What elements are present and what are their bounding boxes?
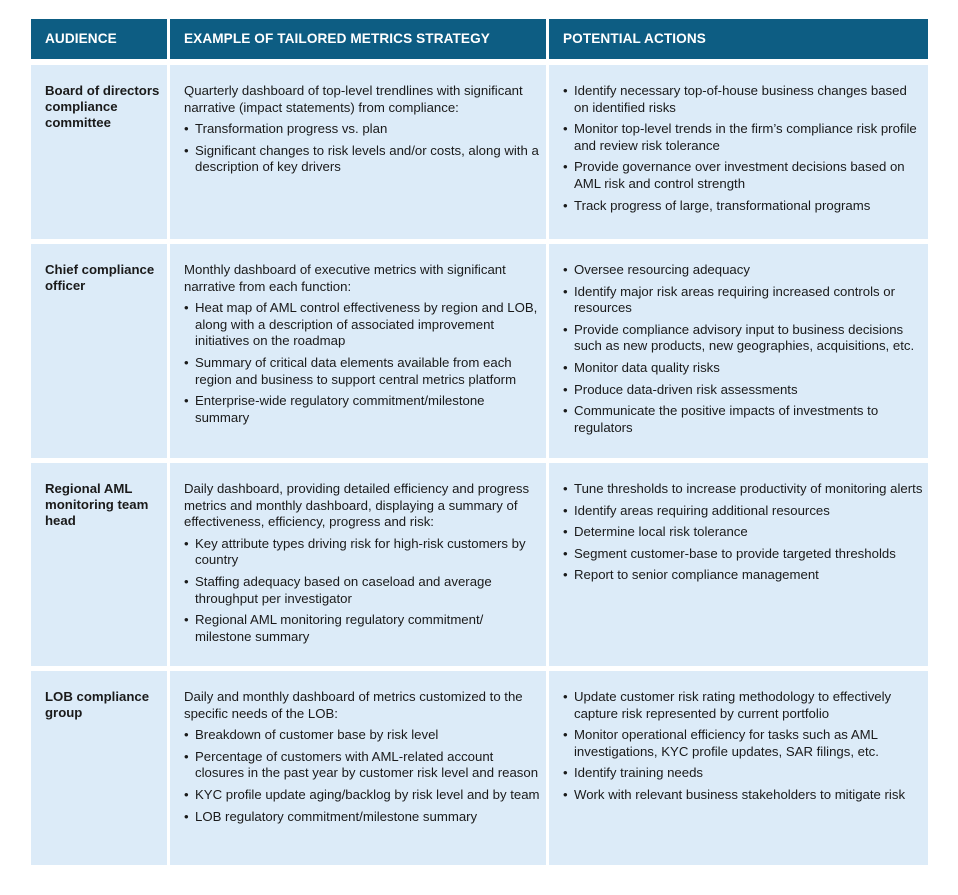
strategy-item: • LOB regulatory commitment/milestone summary [184,809,540,826]
action-item: • Monitor data quality risks [563,360,924,377]
action-item: • Segment customer-base to provide targeted thresholds [563,546,924,563]
audience-label: Regional AML monitoring team head [45,481,149,529]
strategy-item: • Enterprise-wide regulatory commitment/milestone summary [184,393,540,426]
action-item: • Communicate the positive impacts of investments to regulators [563,403,924,436]
audience-label: Chief compliance officer [45,262,155,294]
table-row [31,671,928,865]
audience-cell [31,463,167,666]
action-item: • Determine local risk tolerance [563,524,924,541]
header-actions: POTENTIAL ACTIONS [549,19,928,59]
action-item: • Oversee resourcing adequacy [563,262,924,279]
strategy-item: • KYC profile update aging/backlog by risk level and by team [184,787,540,804]
strategy-item: • Staffing adequacy based on caseload and average throughput per investigator [184,574,540,607]
strategy-item: • Regional AML monitoring regulatory commitment/ milestone summary [184,612,540,645]
action-item: • Identify necessary top-of-house business changes based on identified risks [563,83,924,116]
strategy-cell [170,671,546,865]
strategy-intro: Quarterly dashboard of top-level trendlines with significant narrative (impact statements) from compliance: [184,83,523,115]
strategy-item: • Transformation progress vs. plan [184,121,540,138]
action-item: • Update customer risk rating methodology to effectively capture risk represented by current portfolio [563,689,924,722]
audience-label: Board of directors compliance committee [45,83,160,131]
action-item: • Identify major risk areas requiring increased controls or resources [563,284,924,317]
strategy-intro: Daily dashboard, providing detailed efficiency and progress metrics and monthly dashboard, displaying a summary of effectiveness, efficiency, progress and risk: [184,481,530,530]
strategy-intro: Monthly dashboard of executive metrics with significant narrative from each function: [184,262,506,294]
table-row [31,244,928,458]
table-row [31,65,928,239]
action-item: • Monitor top-level trends in the firm’s compliance risk profile and review risk tolerance [563,121,924,154]
action-item: • Produce data-driven risk assessments [563,382,924,399]
audience-cell [31,244,167,458]
strategy-item: • Percentage of customers with AML-related account closures in the past year by customer risk level and reason [184,749,540,782]
action-item: • Provide compliance advisory input to business decisions such as new products, new geographies, acquisitions, etc. [563,322,924,355]
strategy-intro: Daily and monthly dashboard of metrics customized to the specific needs of the LOB: [184,689,523,721]
strategy-cell [170,65,546,239]
header-audience: AUDIENCE [31,19,167,59]
header-strategy: EXAMPLE OF TAILORED METRICS STRATEGY [170,19,546,59]
action-item: • Tune thresholds to increase productivity of monitoring alerts [563,481,924,498]
action-item: • Work with relevant business stakeholders to mitigate risk [563,787,924,804]
strategy-cell [170,463,546,666]
strategy-item: • Key attribute types driving risk for high-risk customers by country [184,536,540,569]
actions-cell [549,671,928,865]
audience-cell [31,671,167,865]
action-item: • Report to senior compliance management [563,567,924,584]
strategy-item: • Heat map of AML control effectiveness by region and LOB, along with a description of associated improvement initiatives on the roadmap [184,300,540,350]
strategy-item: • Summary of critical data elements available from each region and business to support central metrics platform [184,355,540,388]
action-item: • Track progress of large, transformational programs [563,198,924,215]
audience-label: LOB compliance group [45,689,150,721]
action-item: • Provide governance over investment decisions based on AML risk and control strength [563,159,924,192]
audience-cell [31,65,167,239]
metrics-table [31,19,928,870]
action-item: • Identify training needs [563,765,924,782]
action-item: • Identify areas requiring additional resources [563,503,924,520]
actions-cell [549,244,928,458]
strategy-item: • Significant changes to risk levels and/or costs, along with a description of key drivers [184,143,540,176]
strategy-cell [170,244,546,458]
table-row [31,463,928,666]
table-header [31,19,928,59]
actions-cell [549,65,928,239]
actions-cell [549,463,928,666]
action-item: • Monitor operational efficiency for tasks such as AML investigations, KYC profile updates, SAR filings, etc. [563,727,924,760]
strategy-item: • Breakdown of customer base by risk level [184,727,540,744]
